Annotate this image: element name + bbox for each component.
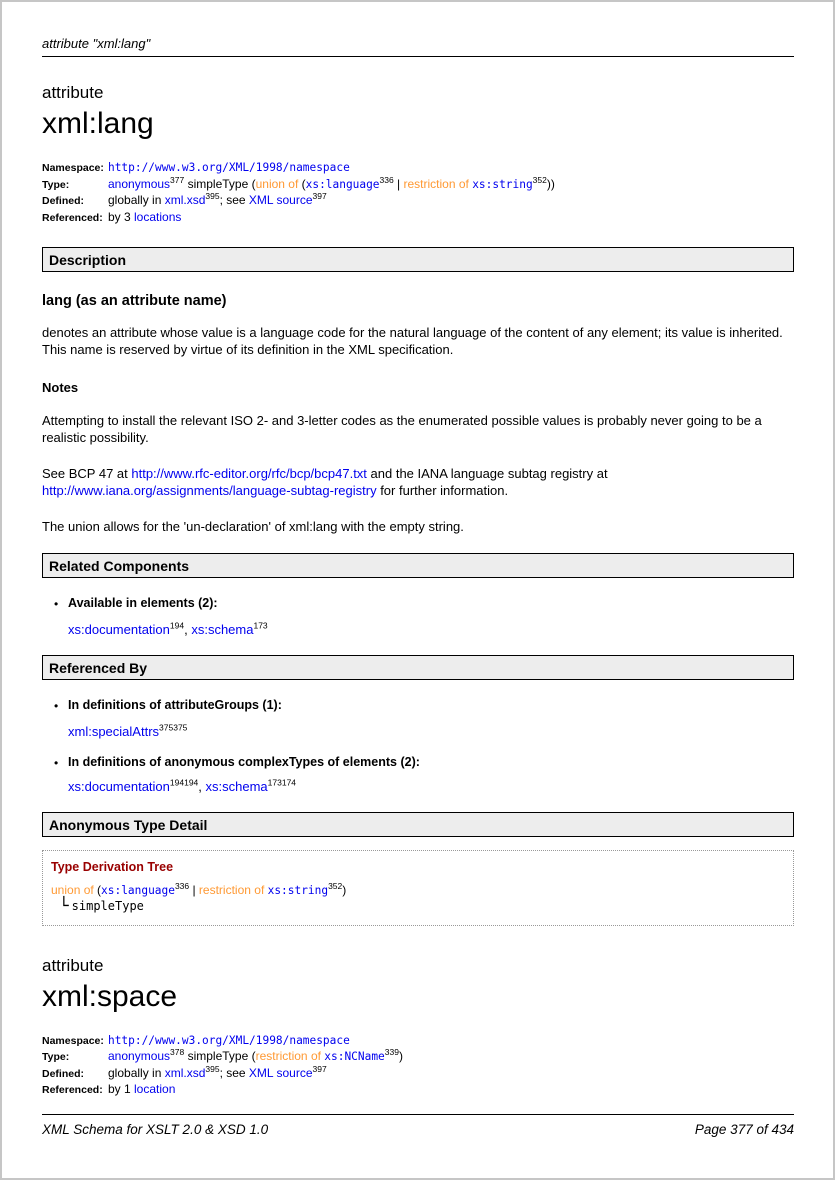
- link[interactable]: XML source: [248, 1065, 313, 1080]
- section-header-related-components: [42, 553, 794, 578]
- meta-label: Type:: [42, 1051, 70, 1063]
- text-segment: ): [342, 882, 347, 897]
- text-segment: for further information.: [376, 482, 509, 498]
- text-segment: ): [398, 1049, 403, 1063]
- link[interactable]: location: [134, 1082, 176, 1096]
- footer-book-title: XML Schema for XSLT 2.0 & XSD 1.0: [42, 1122, 269, 1137]
- term-heading: lang (as an attribute name): [42, 293, 227, 309]
- bullet-icon: •: [54, 698, 59, 713]
- link[interactable]: xs:documentation: [68, 621, 170, 637]
- tree-derivation-line: [51, 880, 785, 897]
- meta-row-type: [42, 1049, 794, 1066]
- link[interactable]: xml.xsd: [164, 1065, 206, 1080]
- link[interactable]: xs:string: [472, 177, 533, 191]
- superscript-ref: 194: [169, 620, 185, 631]
- list-item: [42, 698, 794, 739]
- section-header-referenced-by: [42, 655, 794, 680]
- link[interactable]: http://www.w3.org/XML/1998/namespace: [108, 1033, 350, 1047]
- superscript-ref: 194194: [169, 777, 199, 788]
- text-segment: See BCP 47 at: [42, 466, 132, 481]
- meta-row-namespace: [42, 160, 794, 177]
- tree-leaf-type: simpleType: [71, 898, 144, 913]
- text-segment: by 3: [108, 209, 135, 224]
- paragraph: The union allows for the 'un-declaration' of xml:lang with the empty string.: [42, 519, 464, 534]
- text-segment: globally in: [108, 193, 165, 207]
- link[interactable]: xs:language: [305, 177, 380, 191]
- list-item-body: [68, 755, 420, 794]
- section-title: Related Components: [49, 557, 190, 574]
- text-segment: )): [546, 176, 555, 191]
- meta-row-type: [42, 174, 794, 194]
- attribute-section-xml-space: [42, 956, 794, 1099]
- link[interactable]: anonymous: [108, 176, 171, 191]
- link[interactable]: xml.xsd: [164, 193, 206, 207]
- text-segment: union of: [255, 176, 299, 191]
- attribute-kind-label: attribute: [42, 83, 104, 102]
- meta-value: [108, 1063, 794, 1083]
- meta-label: Namespace:: [42, 162, 104, 174]
- text-segment: |: [189, 882, 199, 897]
- text-segment: ; see: [219, 1065, 249, 1080]
- paragraph-with-links: [42, 466, 794, 499]
- meta-value: [108, 210, 794, 227]
- meta-row-referenced: [42, 210, 794, 227]
- text-segment: simpleType (: [184, 1049, 256, 1063]
- text-segment: ,: [198, 778, 206, 794]
- meta-value: [108, 1082, 794, 1099]
- notes-heading: Notes: [42, 380, 79, 395]
- meta-value: [108, 1033, 794, 1050]
- superscript-ref: 173: [253, 620, 268, 631]
- link[interactable]: xs:documentation: [68, 778, 170, 794]
- superscript-ref: 336: [174, 880, 190, 891]
- text-segment: by 1: [108, 1082, 135, 1096]
- superscript-ref: 375375: [159, 722, 188, 733]
- superscript-ref: 173174: [267, 777, 297, 788]
- list-item-heading: In definitions of attributeGroups (1):: [68, 697, 282, 712]
- text-segment: restriction of: [255, 1049, 321, 1063]
- superscript-ref: 352: [328, 880, 343, 891]
- meta-label: Defined:: [42, 1067, 84, 1080]
- link[interactable]: http://www.rfc-editor.org/rfc/bcp/bcp47.txt: [131, 466, 367, 481]
- metadata-table: [42, 1033, 794, 1099]
- meta-label: Type:: [42, 178, 70, 191]
- page-content: [2, 2, 833, 1099]
- paragraph: Attempting to install the relevant ISO 2- and 3-letter codes as the enumerated possible values is probably never going to be a realistic possibility.: [42, 413, 762, 445]
- superscript-ref: 395: [205, 1063, 220, 1074]
- bullet-icon: •: [54, 755, 59, 770]
- superscript-ref: 397: [312, 1063, 327, 1074]
- text-segment: and the IANA language subtag registry at: [366, 466, 608, 481]
- tree-leaf-row: [51, 895, 785, 915]
- link[interactable]: XML source: [248, 193, 313, 207]
- tree-title: Type Derivation Tree: [51, 859, 174, 874]
- attribute-kind-label: attribute: [42, 955, 104, 975]
- superscript-ref: 377: [170, 174, 185, 185]
- text-segment: union of: [51, 882, 94, 897]
- meta-row-defined: [42, 193, 794, 210]
- metadata-table: [42, 160, 794, 226]
- link[interactable]: xs:language: [101, 883, 175, 897]
- type-derivation-tree-box: [42, 850, 794, 926]
- text-segment: (: [298, 176, 306, 191]
- link[interactable]: http://www.w3.org/XML/1998/namespace: [108, 161, 350, 174]
- link[interactable]: xs:string: [267, 883, 329, 897]
- section-title: Anonymous Type Detail: [49, 816, 208, 833]
- attribute-name-title: xml:lang: [42, 107, 154, 140]
- text-segment: restriction of: [403, 176, 469, 191]
- list-item-links: [68, 622, 268, 637]
- superscript-ref: 378: [170, 1047, 185, 1057]
- running-header: [42, 36, 794, 57]
- meta-row-namespace: [42, 1033, 794, 1050]
- link[interactable]: xs:schema: [191, 621, 254, 637]
- list-item-body: [68, 596, 268, 637]
- link[interactable]: anonymous: [108, 1049, 171, 1063]
- section-title: Referenced By: [49, 659, 148, 676]
- list-item-body: [68, 698, 282, 739]
- link[interactable]: locations: [134, 209, 182, 224]
- meta-label: Namespace:: [42, 1034, 104, 1047]
- page-footer: [42, 1114, 794, 1137]
- list-item-heading: In definitions of anonymous complexTypes of elements (2):: [68, 754, 420, 769]
- list-item-links: [68, 724, 282, 739]
- section-title: Description: [49, 252, 127, 268]
- list-item-heading: Available in elements (2):: [68, 595, 218, 610]
- list-item-links: [68, 779, 420, 794]
- superscript-ref: 397: [312, 191, 327, 201]
- superscript-ref: 395: [205, 191, 220, 201]
- link[interactable]: http://www.iana.org/assignments/language-subtag-registry: [42, 482, 377, 498]
- superscript-ref: 336: [379, 174, 394, 185]
- link[interactable]: xs:NCName: [324, 1050, 385, 1063]
- attribute-name-title: xml:space: [42, 979, 178, 1013]
- tree-branch-icon: └: [59, 895, 69, 915]
- link[interactable]: xml:specialAttrs: [68, 723, 160, 739]
- paragraph: denotes an attribute whose value is a language code for the natural language of the content of any element; its value is inherited. This name is reserved by virtue of its definition in the XML specification.: [42, 325, 783, 357]
- link[interactable]: xs:schema: [205, 778, 268, 794]
- meta-label: Referenced:: [42, 211, 103, 224]
- running-header-title: attribute "xml:lang": [42, 36, 151, 51]
- section-header-description: [42, 247, 794, 272]
- text-segment: |: [393, 176, 404, 191]
- meta-row-defined: [42, 1063, 794, 1083]
- attribute-section-xml-lang: [42, 83, 794, 226]
- text-segment: ,: [184, 621, 192, 637]
- meta-label: Defined:: [42, 195, 84, 207]
- text-segment: ; see: [219, 193, 249, 207]
- footer-page-number: Page 377 of 434: [694, 1122, 794, 1137]
- text-segment: simpleType (: [184, 176, 256, 191]
- text-segment: restriction of: [198, 882, 265, 897]
- bullet-icon: •: [54, 596, 59, 611]
- text-segment: (: [93, 882, 102, 897]
- meta-value: [108, 160, 794, 177]
- list-item: [42, 596, 794, 637]
- meta-row-referenced: [42, 1082, 794, 1099]
- superscript-ref: 339: [384, 1047, 399, 1057]
- list-item: [42, 755, 794, 794]
- section-header-anonymous-type-detail: [42, 812, 794, 837]
- meta-value: [108, 193, 794, 210]
- superscript-ref: 352: [532, 174, 547, 185]
- meta-label: Referenced:: [42, 1084, 103, 1096]
- text-segment: globally in: [108, 1065, 165, 1080]
